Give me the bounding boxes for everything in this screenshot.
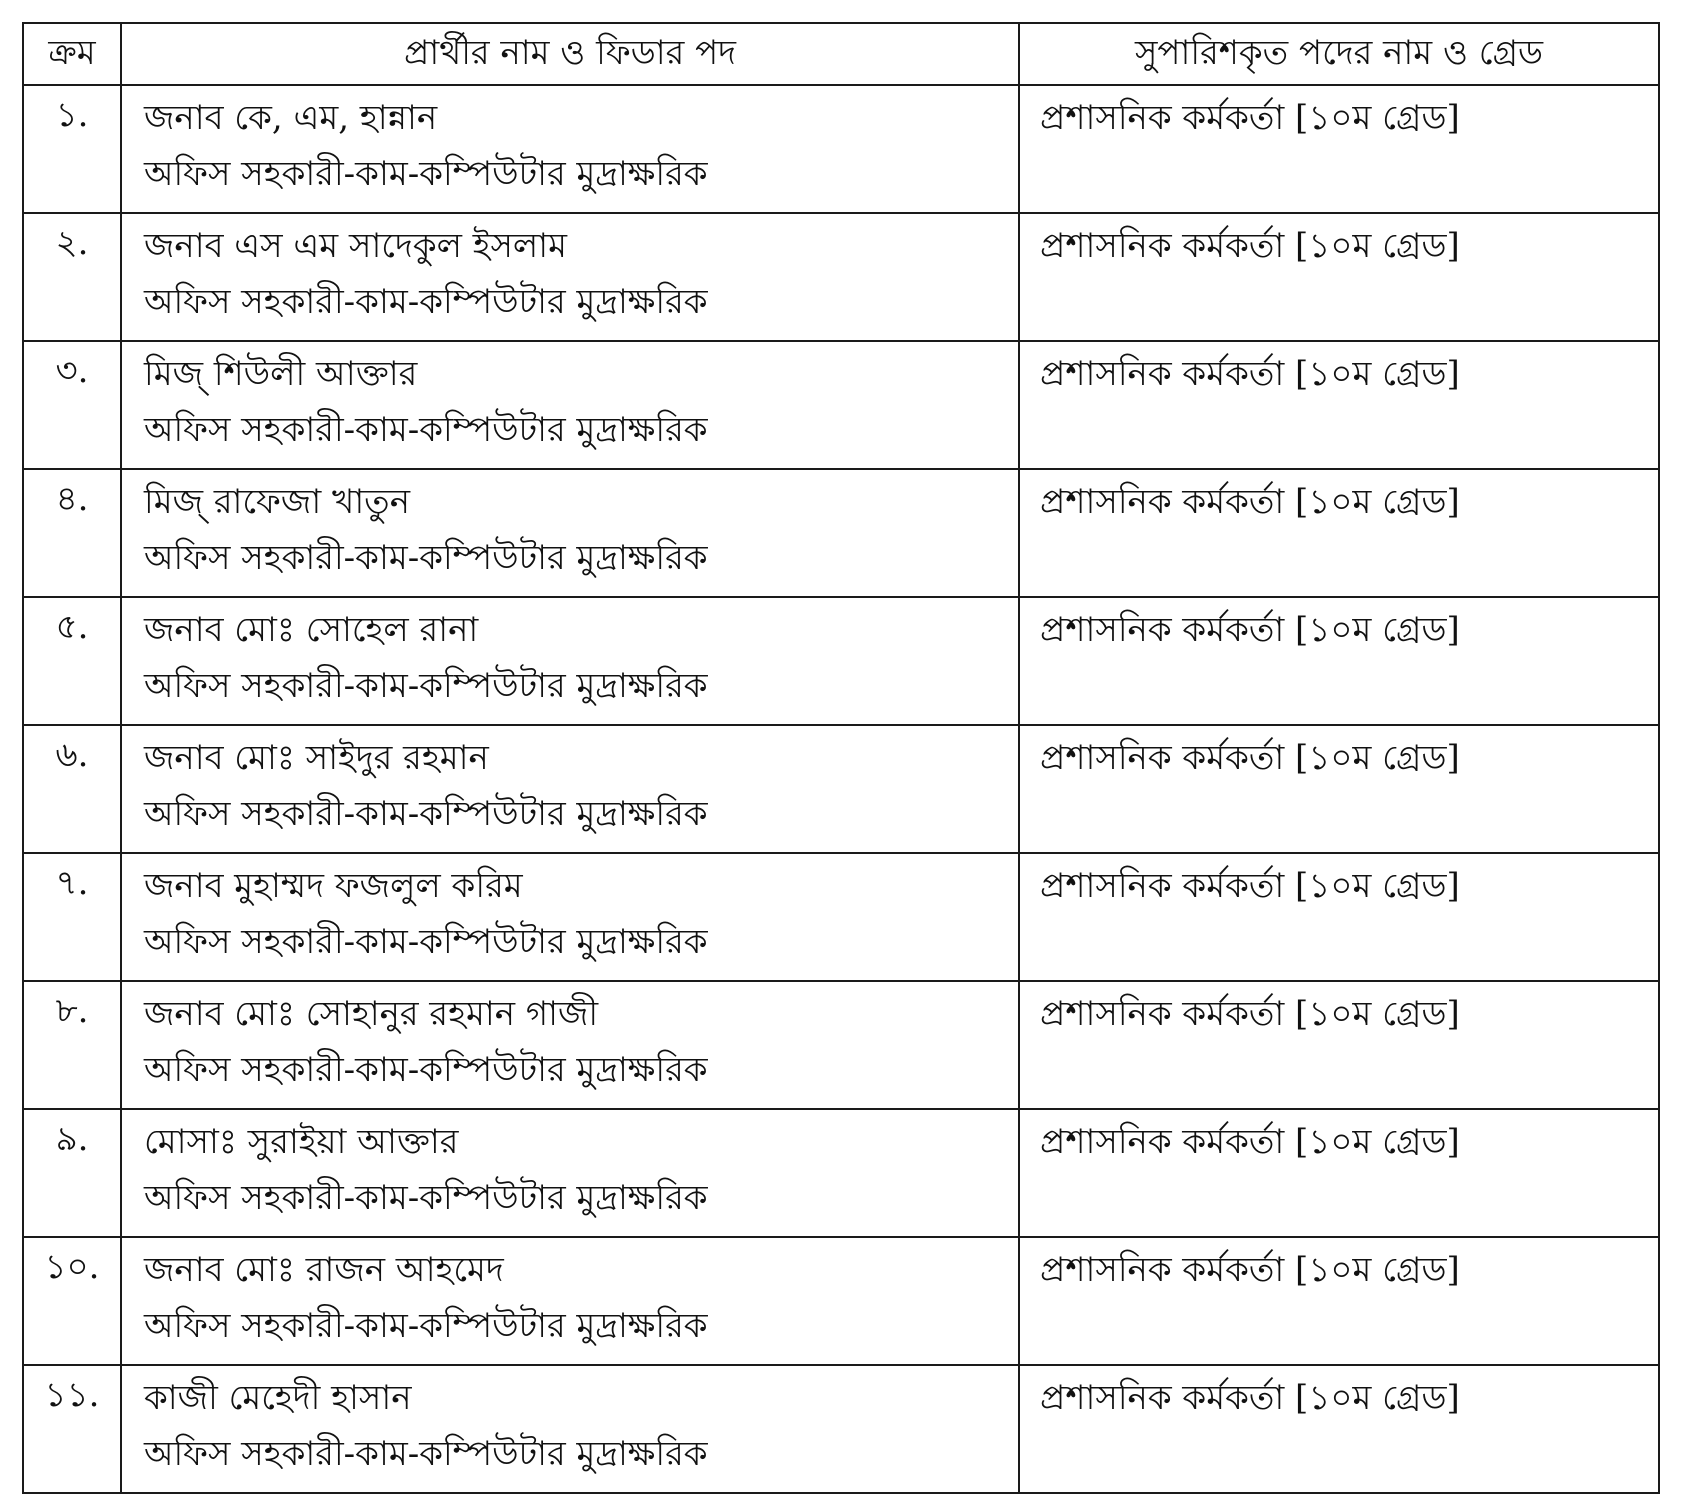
table-row [23, 341, 1659, 469]
candidate-name: জনাব মোঃ সোহেল রানা [144, 610, 479, 650]
recommended-post: প্রশাসনিক কর্মকর্তা [১০ম গ্রেড] [1040, 482, 1460, 522]
name-cell [121, 853, 1019, 981]
post-cell [1019, 1109, 1659, 1237]
candidate-name: জনাব মোঃ সোহানুর রহমান গাজী [144, 994, 599, 1034]
recommended-post: প্রশাসনিক কর্মকর্তা [১০ম গ্রেড] [1040, 1378, 1460, 1418]
recommended-post: প্রশাসনিক কর্মকর্তা [১০ম গ্রেড] [1040, 610, 1460, 650]
table-row [23, 85, 1659, 213]
header-name-feeder: প্রার্থীর নাম ও ফিডার পদ [121, 23, 1019, 85]
serial-cell: ২. [23, 213, 121, 341]
serial-cell: ৮. [23, 981, 121, 1109]
table-header-row [23, 23, 1659, 85]
post-cell [1019, 341, 1659, 469]
post-cell [1019, 85, 1659, 213]
candidate-name: জনাব মুহাম্মদ ফজলুল করিম [144, 866, 523, 906]
table-row [23, 213, 1659, 341]
candidate-name: মিজ্ শিউলী আক্তার [144, 354, 418, 394]
post-cell [1019, 597, 1659, 725]
name-cell [121, 341, 1019, 469]
feeder-post: অফিস সহকারী-কাম-কম্পিউটার মুদ্রাক্ষরিক [144, 538, 708, 578]
serial-cell: ১১. [23, 1365, 121, 1493]
name-cell [121, 1109, 1019, 1237]
candidate-name: জনাব কে, এম, হান্নান [144, 98, 438, 138]
serial-cell: ১০. [23, 1237, 121, 1365]
feeder-post: অফিস সহকারী-কাম-কম্পিউটার মুদ্রাক্ষরিক [144, 666, 708, 706]
feeder-post: অফিস সহকারী-কাম-কম্পিউটার মুদ্রাক্ষরিক [144, 154, 708, 194]
recommended-post: প্রশাসনিক কর্মকর্তা [১০ম গ্রেড] [1040, 866, 1460, 906]
post-cell [1019, 981, 1659, 1109]
table-row [23, 1109, 1659, 1237]
header-serial: ক্রম [23, 23, 121, 85]
recommendation-table [22, 22, 1660, 1494]
post-cell [1019, 469, 1659, 597]
post-cell [1019, 1237, 1659, 1365]
recommended-post: প্রশাসনিক কর্মকর্তা [১০ম গ্রেড] [1040, 98, 1460, 138]
candidate-name: কাজী মেহেদী হাসান [144, 1378, 412, 1418]
name-cell [121, 213, 1019, 341]
recommended-post: প্রশাসনিক কর্মকর্তা [১০ম গ্রেড] [1040, 994, 1460, 1034]
name-cell [121, 597, 1019, 725]
recommended-post: প্রশাসনিক কর্মকর্তা [১০ম গ্রেড] [1040, 1250, 1460, 1290]
serial-cell: ১. [23, 85, 121, 213]
feeder-post: অফিস সহকারী-কাম-কম্পিউটার মুদ্রাক্ষরিক [144, 282, 708, 322]
feeder-post: অফিস সহকারী-কাম-কম্পিউটার মুদ্রাক্ষরিক [144, 1050, 708, 1090]
serial-cell: ৯. [23, 1109, 121, 1237]
feeder-post: অফিস সহকারী-কাম-কম্পিউটার মুদ্রাক্ষরিক [144, 794, 708, 834]
serial-cell: ৫. [23, 597, 121, 725]
candidate-name: জনাব এস এম সাদেকুল ইসলাম [144, 226, 567, 266]
table-row [23, 725, 1659, 853]
name-cell [121, 1365, 1019, 1493]
serial-cell: ৪. [23, 469, 121, 597]
serial-cell: ৬. [23, 725, 121, 853]
recommended-post: প্রশাসনিক কর্মকর্তা [১০ম গ্রেড] [1040, 1122, 1460, 1162]
feeder-post: অফিস সহকারী-কাম-কম্পিউটার মুদ্রাক্ষরিক [144, 922, 708, 962]
table-row [23, 1237, 1659, 1365]
serial-cell: ৭. [23, 853, 121, 981]
table-row [23, 981, 1659, 1109]
name-cell [121, 725, 1019, 853]
feeder-post: অফিস সহকারী-কাম-কম্পিউটার মুদ্রাক্ষরিক [144, 1178, 708, 1218]
name-cell [121, 85, 1019, 213]
post-cell [1019, 725, 1659, 853]
feeder-post: অফিস সহকারী-কাম-কম্পিউটার মুদ্রাক্ষরিক [144, 1434, 708, 1474]
post-cell [1019, 213, 1659, 341]
table-row [23, 597, 1659, 725]
serial-cell: ৩. [23, 341, 121, 469]
post-cell [1019, 1365, 1659, 1493]
candidate-name: জনাব মোঃ সাইদুর রহমান [144, 738, 489, 778]
name-cell [121, 1237, 1019, 1365]
name-cell [121, 469, 1019, 597]
post-cell [1019, 853, 1659, 981]
candidate-name: মিজ্ রাফেজা খাতুন [144, 482, 410, 522]
table-row [23, 1365, 1659, 1493]
feeder-post: অফিস সহকারী-কাম-কম্পিউটার মুদ্রাক্ষরিক [144, 1306, 708, 1346]
feeder-post: অফিস সহকারী-কাম-কম্পিউটার মুদ্রাক্ষরিক [144, 410, 708, 450]
recommended-post: প্রশাসনিক কর্মকর্তা [১০ম গ্রেড] [1040, 354, 1460, 394]
header-post-grade: সুপারিশকৃত পদের নাম ও গ্রেড [1019, 23, 1659, 85]
recommended-post: প্রশাসনিক কর্মকর্তা [১০ম গ্রেড] [1040, 738, 1460, 778]
name-cell [121, 981, 1019, 1109]
table-row [23, 853, 1659, 981]
recommended-post: প্রশাসনিক কর্মকর্তা [১০ম গ্রেড] [1040, 226, 1460, 266]
candidate-name: মোসাঃ সুরাইয়া আক্তার [144, 1122, 459, 1162]
table-row [23, 469, 1659, 597]
candidate-name: জনাব মোঃ রাজন আহমেদ [144, 1250, 504, 1290]
